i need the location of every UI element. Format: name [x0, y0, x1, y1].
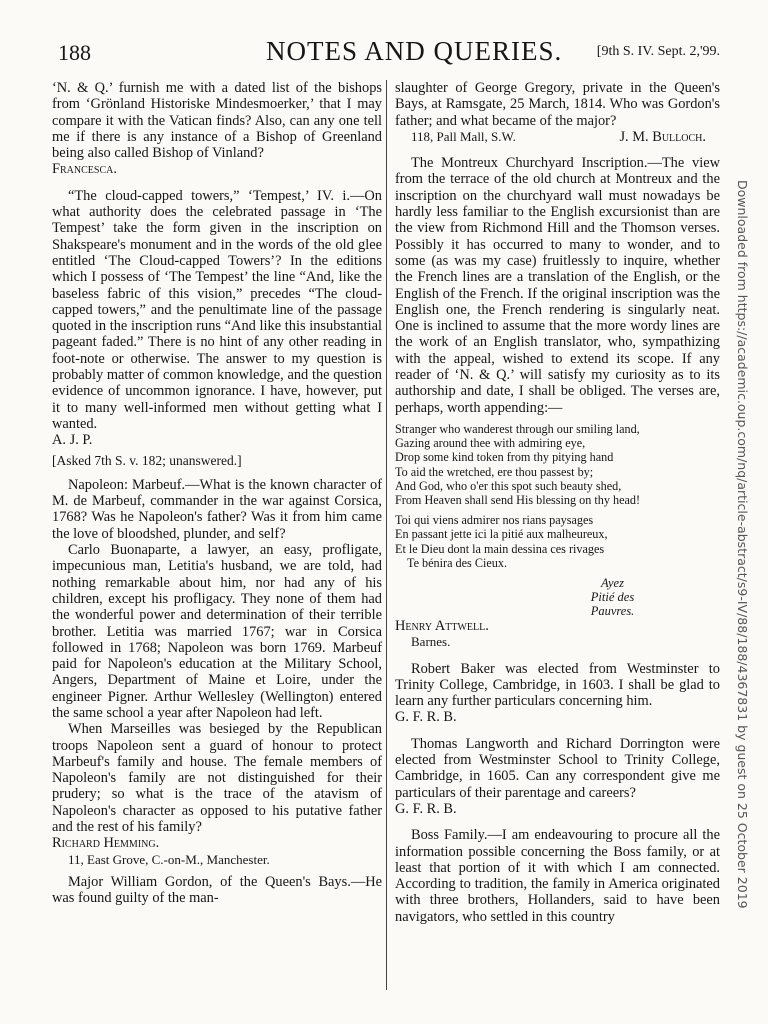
tempest-query-text: “The cloud-capped towers,” ‘Tempest,’ IV. i.—On what authority does the celebrated passage in ‘The Tempest’ take the form given in the inscription on Shakspeare's monument and in the words of the old glee entitled ‘The Cloud-capped Towers’? In the editions which I possess of ‘The Tempest’ the line “And, like the baseless fabric of this vision,” precedes “The cloud-capped towers,” and the penultimate line of the passage quoted in the inscription runs “And like this insubstantial pageant faded.” There is no hint of any other reading in foot-note or otherwise. The answer to my question is probably matter of common knowledge, and the question evidence of uncommon ignorance. I have, however, put it to many well-informed men without getting what I wanted. [52, 187, 382, 432]
verse-line: En passant jette ici la pitié aux malheureux, [395, 527, 608, 542]
gordon-query-text: Major William Gordon, of the Queen's Bays.—He was found guilty of the man- [52, 873, 382, 907]
journal-title: NOTES AND QUERIES. [266, 36, 563, 66]
gordon-query-signature: J. M. Bulloch. [619, 128, 706, 145]
napoleon-query-text: Napoleon: Marbeuf.—What is the known character of M. de Marbeuf, commander in the war against Corsica, 1768? Was he Napoleon's father? Was it from him came the love of bloodshed, plunder, and self? [52, 476, 382, 542]
verse-line: Toi qui viens admirer nos rians paysages [395, 513, 594, 528]
tempest-query-signature: A. J. P. [52, 432, 93, 449]
gordon-query-continuation: slaughter of George Gregory, private in the Queen's Bays, at Ramsgate, 25 March, 1814. Who was Gordon's father; and what became of the major? [395, 80, 720, 129]
page-number: 188 [58, 40, 91, 65]
baker-query-text: Robert Baker was elected from Westminster to Trinity College, Cambridge, in 1603. I shall be glad to learn any further particulars concerning him. [395, 660, 720, 710]
gordon-query-address: 118, Pall Mall, S.W. [411, 128, 516, 144]
column-divider [386, 80, 387, 990]
baker-query-signature: G. F. R. B. [395, 709, 457, 726]
french-verse [395, 513, 720, 570]
verse-line: Et le Dieu dont la main dessina ces rivages [395, 541, 605, 556]
greenland-query-signature: Francesca. [52, 161, 117, 178]
montreux-query-signature: Henry Attwell. [395, 617, 489, 634]
greenland-query-text: ‘N. & Q.’ furnish me with a dated list of the bishops from ‘Grönland Historiske Mindesmoerker,’ that I may compare it with the Vatican finds? Also, can any one tell me if there is any instance of a Bishop of Greenland being also called Bishop of Vinland? [52, 80, 382, 162]
verse-tail-line: Pauvres. [590, 603, 635, 618]
verse-line: From Heaven shall send His blessing on thy head! [395, 492, 641, 507]
verse-line: Drop some kind token from thy pitying hand [395, 450, 614, 465]
napoleon-query-signature: Richard Hemming. [52, 835, 160, 852]
tempest-editorial-note: [Asked 7th S. v. 182; unanswered.] [52, 452, 242, 468]
running-header [40, 36, 720, 76]
verse-line: And God, who o'er this spot such beauty shed, [395, 478, 622, 493]
verse-line: Te bénira des Cieux. [407, 555, 507, 570]
boss-family-query-text: Boss Family.—I am endeavouring to procure all the information possible concerning the Boss family, or at least that portion of it with which I am connected. According to tradition, the family in America originated with three brothers, Hollanders, said to have been navigators, who settled in this country [395, 827, 720, 925]
verse-line: To aid the wretched, ere thou passest by; [395, 464, 594, 479]
english-verse [395, 422, 720, 507]
issue-reference: [9th S. IV. Sept. 2,'99. [596, 44, 720, 59]
napoleon-query-address: 11, East Grove, C.-on-M., Manchester. [68, 851, 270, 867]
download-notice [728, 180, 752, 1000]
montreux-query-address: Barnes. [411, 634, 451, 650]
napoleon-query-paragraph-3: When Marseilles was besieged by the Republican troops Napoleon sent a guard of honour to protect Marbeuf's family and house. The female members of Napoleon's family are not distinguished for their prudery; so what is the trace of the atavism of Napoleon's character as opposed to his putative father and the rest of his family? [52, 721, 382, 836]
verse-line: Stranger who wanderest through our smiling land, [395, 421, 640, 436]
verse-tail-line: Ayez [601, 575, 624, 590]
verse-tail-line: Pitié des [590, 589, 635, 604]
download-notice-text: Downloaded from https://academic.oup.com/nq/article-abstract/s9-IV/88/188/4367831 by guest on 25 October 2019 [735, 180, 750, 909]
verse-line: Gazing around thee with admiring eye, [395, 436, 586, 451]
napoleon-query-paragraph-2: Carlo Buonaparte, a lawyer, an easy, profligate, impecunious man, Letitia's husband, we are told, had nothing remarkable about him, nor had any of his children, except his profligacy. They none of them had the wonderful power and determination of their terrible brother. Letitia was married 1767; war in Corsica followed in 1768; Napoleon was born 1769. Marbeuf paid for Napoleon's education at the Military School, Angers, Department of Maine et Loire, under the engineer Pigner. Arthur Wellesley (Wellington) entered the same school a year after Napoleon had left. [52, 542, 382, 721]
langworth-query-signature: G. F. R. B. [395, 800, 457, 817]
montreux-query-text: The Montreux Churchyard Inscription.—The view from the terrace of the old church at Montreux and the inscription on the churchyard wall must nowadays be hardly less familiar to the English excursionist than are the view from Richmond Hill and the Thomson verses. Possibly it has occurred to many to wonder, and to some (as was my case) fruitlessly to inquire, whether the French lines are a translation of the English, or the English of the French. If the original inscription was the English one, the French rendering is singularly neat. One is inclined to assume that the more wordy lines are the work of an English translator, who, sympathizing with the appeal, wished to extend its scope. If any reader of ‘N. & Q.’ will satisfy my curiosity as to its authorship and date, I shall be obliged. The verses are, perhaps, worth appending:— [395, 155, 720, 416]
langworth-query-text: Thomas Langworth and Richard Dorrington were elected from Westminster School to Trinity College, Cambridge, in 1605. Can any correspondent give me particulars of their parentage and careers? [395, 735, 720, 801]
left-column [52, 80, 382, 907]
right-column [395, 80, 720, 925]
